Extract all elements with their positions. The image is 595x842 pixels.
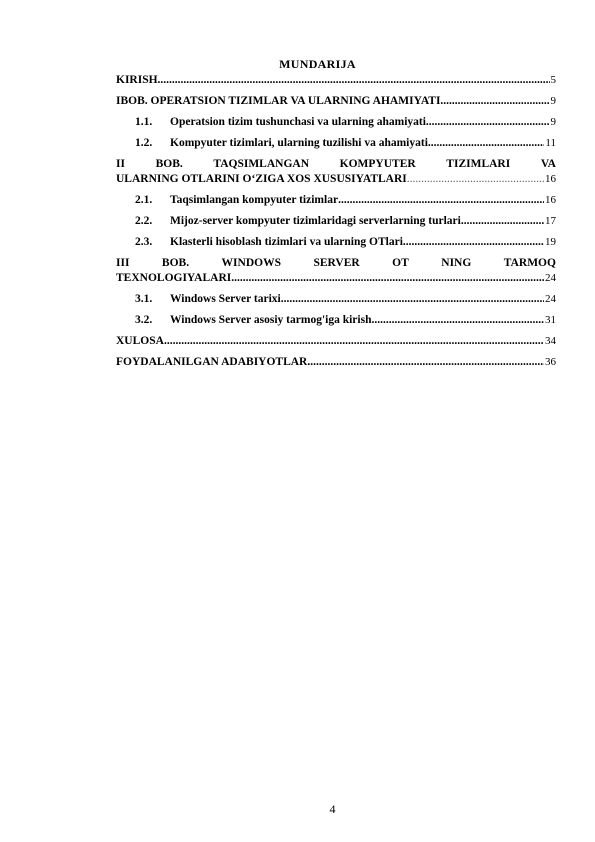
dot-leader xyxy=(407,172,544,187)
toc-entry-number: 1.2. xyxy=(135,137,153,149)
dot-leader xyxy=(403,235,544,250)
toc-entry-bob3 xyxy=(116,256,556,286)
toc-entry-label: IBOB. OPERATSION TIZIMLAR VA ULARNING AHAMIYATI xyxy=(116,95,441,107)
toc-entry-page: 24 xyxy=(545,272,556,284)
toc-entry-page: 36 xyxy=(545,356,556,368)
page-number: 4 xyxy=(329,802,336,816)
toc-entry-page: 17 xyxy=(545,215,556,227)
toc-entry-2-3 xyxy=(116,235,556,250)
toc-entry-page: 19 xyxy=(545,236,556,248)
dot-leader xyxy=(461,214,544,229)
toc-entry-page: 5 xyxy=(550,74,556,86)
toc-entry-page: 16 xyxy=(545,194,556,206)
toc-entry-page: 34 xyxy=(545,335,556,347)
toc-entry-number: 2.3. xyxy=(135,236,153,248)
dot-leader xyxy=(338,193,544,208)
toc-entry-number: 2.2. xyxy=(135,215,153,227)
dot-leader xyxy=(428,136,545,151)
toc-entry-number: 2.1. xyxy=(135,194,153,206)
toc-entry-page: 31 xyxy=(545,314,556,326)
dot-leader xyxy=(281,292,544,307)
toc-entry-page: 11 xyxy=(545,137,556,149)
toc-entry-page: 24 xyxy=(545,293,556,305)
toc-entry-page: 9 xyxy=(550,116,556,128)
toc-entry-label-line2 xyxy=(116,271,556,286)
toc-entry-label: Kompyuter tizimlari, ularning tuzilishi va ahamiyati xyxy=(170,137,428,149)
toc-entry-label: FOYDALANILGAN ADABIYOTLAR xyxy=(116,356,308,368)
toc-entry-3-2 xyxy=(116,313,556,328)
dot-leader xyxy=(158,73,550,88)
toc-entry-1-1 xyxy=(116,115,556,130)
dot-leader xyxy=(164,334,544,349)
toc-entry-label: KIRISH xyxy=(116,74,158,86)
toc-entry-label: Mijoz-server kompyuter tizimlaridagi serverlarning turlari xyxy=(170,215,461,227)
toc-entry-label: TEXNOLOGIYALARI xyxy=(116,272,232,284)
toc-entry-label-line1: III BOB. WINDOWS SERVER OT NING TARMOQ xyxy=(116,257,556,269)
toc-entry-label: Windows Server asosiy tarmog'iga kirish xyxy=(170,314,372,326)
dot-leader xyxy=(371,313,544,328)
toc-entry-adabiyotlar xyxy=(116,355,556,370)
toc-entry-2-2 xyxy=(116,214,556,229)
toc-entry-label: Klasterli hisoblash tizimlari va ularning OTlari xyxy=(170,236,403,248)
dot-leader xyxy=(440,94,549,109)
toc-entry-number: 1.1. xyxy=(135,116,153,128)
toc-entry-label-line1: II BOB. TAQSIMLANGAN KOMPYUTER TIZIMLARI VA xyxy=(116,158,556,170)
dot-leader xyxy=(426,115,550,130)
toc-entry-number: 3.2. xyxy=(135,314,153,326)
toc-entry-label: Operatsion tizim tushunchasi va ularning ahamiyati xyxy=(170,116,426,128)
toc-entry-2-1 xyxy=(116,193,556,208)
toc-entry-bob1 xyxy=(116,94,556,109)
toc-entry-xulosa xyxy=(116,334,556,349)
toc-entry-1-2 xyxy=(116,136,556,151)
toc-entry-page: 9 xyxy=(550,95,556,107)
toc-entry-bob2 xyxy=(116,157,556,187)
toc-entry-label: XULOSA xyxy=(116,335,164,347)
toc-entry-kirish xyxy=(116,73,556,88)
table-of-contents xyxy=(116,73,556,370)
dot-leader xyxy=(307,355,544,370)
toc-entry-label: Windows Server tarixi xyxy=(170,293,281,305)
toc-entry-3-1 xyxy=(116,292,556,307)
toc-entry-label: Taqsimlangan kompyuter tizimlar xyxy=(170,194,339,206)
toc-entry-label-line2 xyxy=(116,172,556,187)
toc-entry-number: 3.1. xyxy=(135,293,153,305)
toc-entry-page: 16 xyxy=(545,173,556,185)
toc-heading: MUNDARIJA xyxy=(279,57,356,71)
dot-leader xyxy=(231,271,544,286)
toc-entry-label: ULARNING OTLARINI O‘ZIGA XOS XUSUSIYATLARI xyxy=(116,173,407,185)
